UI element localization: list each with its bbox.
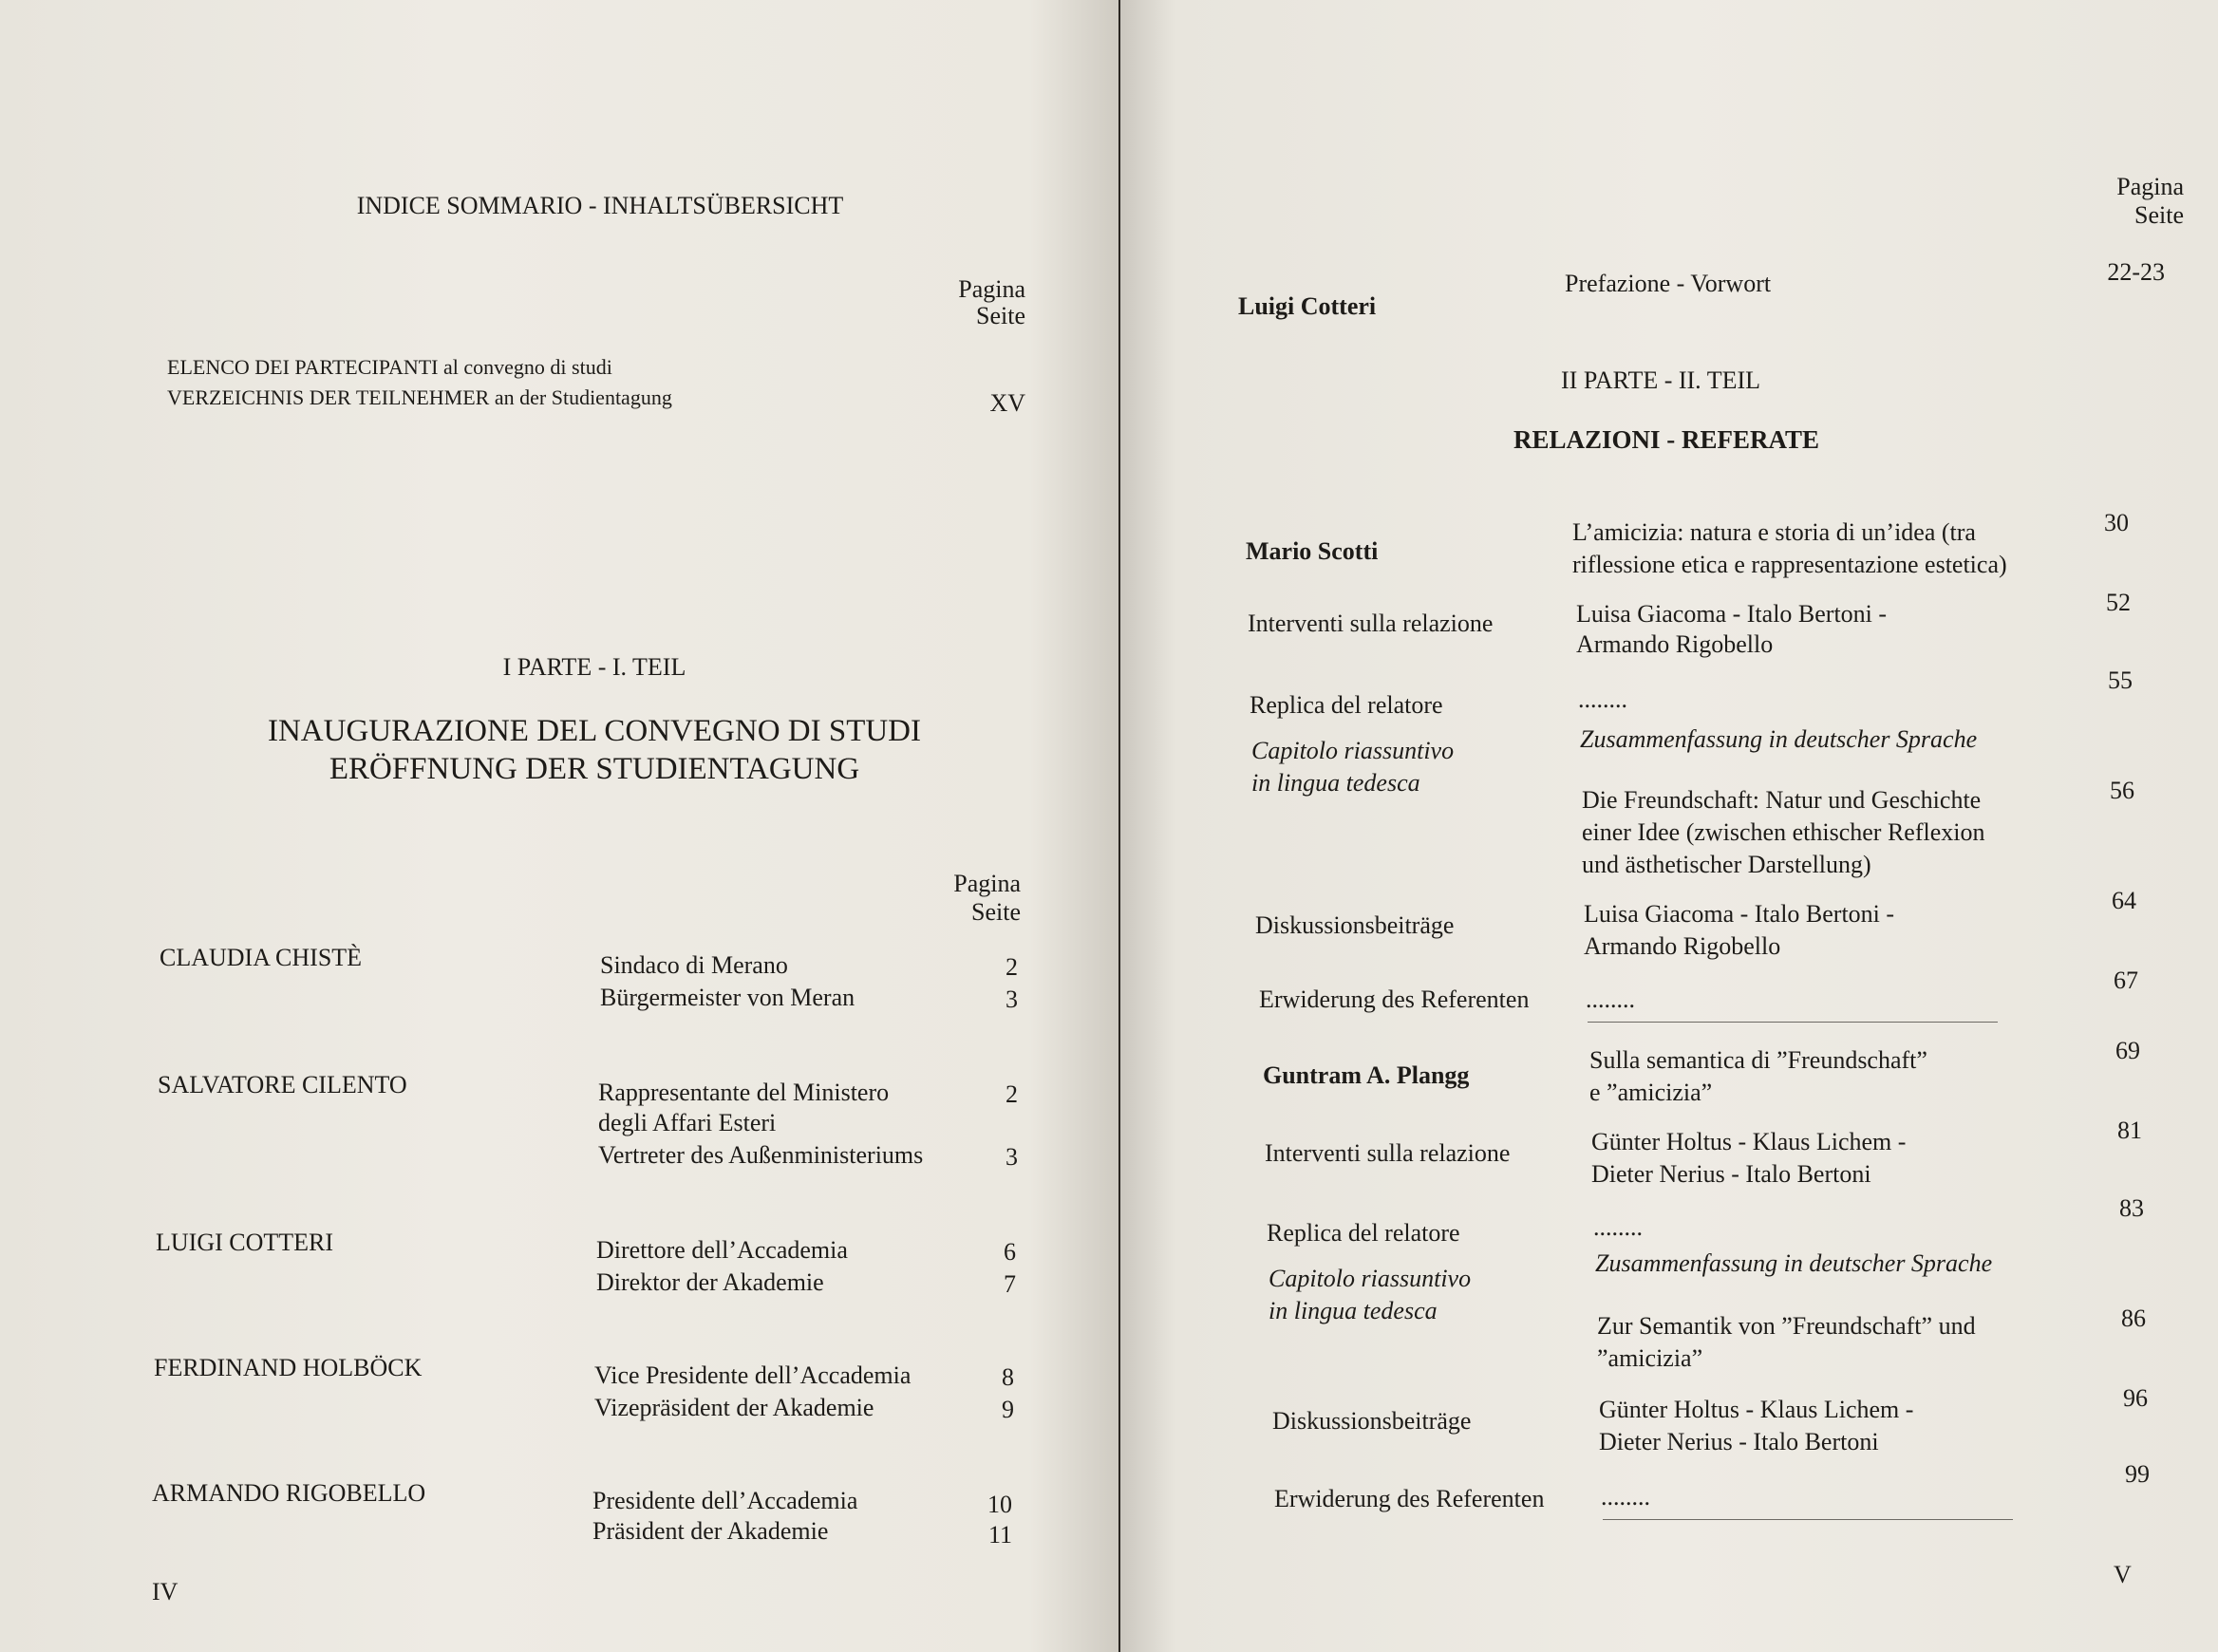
disk-names: Günter Holtus - Klaus Lichem - (1599, 1396, 1914, 1423)
block-author: Mario Scotti (1246, 537, 1379, 565)
disk-label: Diskussionsbeiträge (1272, 1407, 1472, 1435)
title-de: ”amicizia” (1597, 1344, 1703, 1372)
section-title-de: ERÖFFNUNG DER STUDIENTAGUNG (329, 752, 860, 786)
title-de: und ästhetischer Darstellung) (1582, 851, 1871, 878)
column-header-seite: Seite (2134, 201, 2184, 229)
capitolo-label: in lingua tedesca (1251, 769, 1420, 797)
part-one-heading: I PARTE - I. TEIL (502, 653, 686, 681)
divider (1588, 1022, 1998, 1023)
participant-role-it: Sindaco di Merano (600, 951, 788, 979)
erw-dots: ........ (1601, 1483, 1650, 1511)
page-ref: 9 (1002, 1396, 1014, 1423)
participant-role-it: degli Affari Esteri (598, 1109, 777, 1136)
title-de: Zur Semantik von ”Freundschaft” und (1597, 1312, 1976, 1340)
page-ref: 10 (987, 1491, 1012, 1518)
page-ref: 30 (2104, 509, 2129, 536)
capitolo-label: Capitolo riassuntivo (1269, 1265, 1472, 1292)
interventi-label: Interventi sulla relazione (1248, 610, 1494, 637)
capitolo-label: in lingua tedesca (1269, 1297, 1438, 1324)
disk-names: Dieter Nerius - Italo Bertoni (1599, 1428, 1879, 1455)
replica-dots: ........ (1578, 685, 1627, 713)
participant-name: LUIGI COTTERI (156, 1229, 334, 1256)
participant-role-de: Vertreter des Außenministeriums (598, 1141, 924, 1169)
page-ref: 96 (2123, 1384, 2148, 1412)
disk-names: Armando Rigobello (1584, 932, 1781, 960)
preface-title: Prefazione - Vorwort (1565, 270, 1772, 297)
participant-name: CLAUDIA CHISTÈ (160, 944, 363, 971)
title-it: Sulla semantica di ”Freundschaft” (1589, 1046, 1927, 1074)
participant-role-de: Präsident der Akademie (592, 1517, 829, 1545)
title-de: einer Idee (zwischen ethischer Reflexion (1582, 818, 1985, 846)
page-ref: 55 (2108, 666, 2133, 694)
page-ref: 7 (1004, 1270, 1016, 1298)
disk-names: Luisa Giacoma - Italo Bertoni - (1584, 900, 1895, 928)
section-title: RELAZIONI - REFERATE (1513, 425, 1820, 454)
section-title-it: INAUGURAZIONE DEL CONVEGNO DI STUDI (267, 714, 922, 748)
page-ref: 3 (1006, 986, 1018, 1013)
page-ref: 67 (2114, 967, 2138, 994)
replica-dots: ........ (1593, 1213, 1643, 1241)
erw-label: Erwiderung des Referenten (1274, 1485, 1545, 1512)
participant-role-it: Vice Presidente dell’Accademia (594, 1361, 912, 1389)
interventi-names: Luisa Giacoma - Italo Bertoni - (1576, 600, 1888, 628)
page-ref: 2 (1006, 953, 1018, 981)
participant-role-it: Direttore dell’Accademia (596, 1236, 848, 1264)
page-number: V (2114, 1561, 2132, 1588)
participant-name: FERDINAND HOLBÖCK (154, 1354, 423, 1381)
page-ref: 83 (2119, 1194, 2144, 1222)
page-number: IV (152, 1578, 179, 1605)
participant-role-de: Vizepräsident der Akademie (594, 1394, 874, 1421)
title-de: Die Freundschaft: Natur und Geschichte (1582, 786, 1982, 814)
interventi-names: Armando Rigobello (1576, 630, 1774, 658)
participant-role-it: Rappresentante del Ministero (598, 1079, 890, 1106)
participants-de: VERZEICHNIS DER TEILNEHMER an der Studientagung (167, 385, 672, 409)
participant-name: ARMANDO RIGOBELLO (152, 1479, 426, 1507)
interventi-label: Interventi sulla relazione (1265, 1139, 1511, 1167)
interventi-names: Dieter Nerius - Italo Bertoni (1591, 1160, 1871, 1188)
erw-dots: ........ (1586, 986, 1635, 1013)
page-ref: 99 (2125, 1460, 2150, 1488)
page-ref: 22-23 (2107, 258, 2165, 286)
disk-label: Diskussionsbeiträge (1255, 911, 1455, 939)
page-ref: 2 (1006, 1080, 1018, 1108)
page-ref: 86 (2121, 1305, 2146, 1332)
divider (1603, 1519, 2013, 1520)
preface-author: Luigi Cotteri (1238, 292, 1377, 320)
column-header-seite: Seite (976, 302, 1025, 329)
participant-role-it: Presidente dell’Accademia (592, 1487, 858, 1514)
column-header-pagina: Pagina (953, 870, 1021, 897)
page-ref: 81 (2117, 1117, 2142, 1144)
page-ref: 8 (1002, 1363, 1014, 1391)
zusammenfassung-label: Zusammenfassung in deutscher Sprache (1595, 1249, 1993, 1277)
erw-label: Erwiderung des Referenten (1259, 986, 1530, 1013)
title-it: L’amicizia: natura e storia di un’idea (tra (1572, 518, 1976, 546)
zusammenfassung-label: Zusammenfassung in deutscher Sprache (1580, 725, 1978, 753)
page-ref: 56 (2110, 777, 2134, 804)
part-two-heading: II PARTE - II. TEIL (1561, 366, 1761, 394)
page-ref: 52 (2106, 589, 2131, 616)
block-author: Guntram A. Plangg (1263, 1061, 1470, 1089)
title-it: e ”amicizia” (1589, 1079, 1713, 1106)
column-header-seite: Seite (971, 898, 1021, 926)
page-ref: 11 (987, 1521, 1012, 1549)
page-ref: 6 (1004, 1238, 1016, 1266)
participant-name: SALVATORE CILENTO (158, 1071, 407, 1098)
right-page (1120, 0, 2218, 1652)
index-title: INDICE SOMMARIO - INHALTSÜBERSICHT (356, 192, 844, 219)
replica-label: Replica del relatore (1267, 1219, 1460, 1247)
title-it: riflessione etica e rappresentazione estetica) (1572, 551, 2007, 578)
column-header-pagina: Pagina (958, 275, 1025, 303)
participants-page: XV (989, 389, 1025, 417)
page-ref: 3 (1006, 1143, 1018, 1171)
interventi-names: Günter Holtus - Klaus Lichem - (1591, 1128, 1907, 1155)
page-ref: 64 (2112, 887, 2136, 914)
page-ref: 69 (2115, 1037, 2140, 1064)
column-header-pagina: Pagina (2116, 173, 2184, 200)
participants-it: ELENCO DEI PARTECIPANTI al convegno di studi (167, 355, 612, 379)
participant-role-de: Direktor der Akademie (596, 1268, 824, 1296)
participant-role-de: Bürgermeister von Meran (600, 984, 855, 1011)
replica-label: Replica del relatore (1250, 691, 1443, 719)
capitolo-label: Capitolo riassuntivo (1251, 737, 1455, 764)
